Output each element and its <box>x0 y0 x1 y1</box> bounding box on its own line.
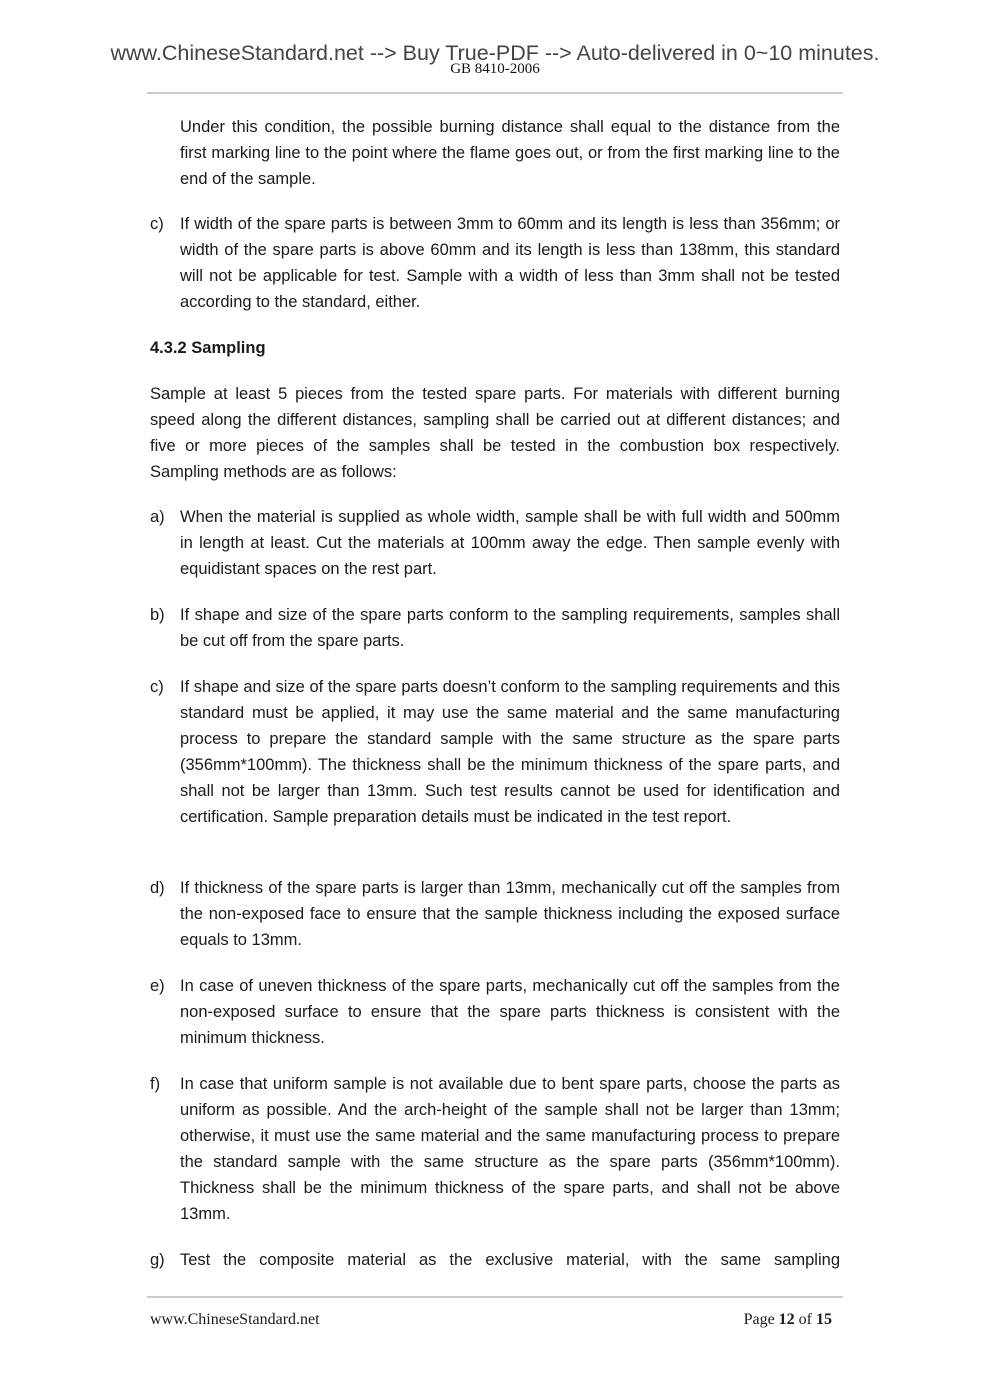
list-item <box>150 973 840 1051</box>
list-label: e) <box>150 977 165 995</box>
page-current: 12 <box>778 1311 795 1328</box>
list-text: When the material is supplied as whole width, sample shall be with full width and 500mm in length at least. Cut the materials at 100mm away the edge. Then sample evenly with equidistant spaces on the rest part. <box>180 508 840 578</box>
list-label: c) <box>150 678 164 696</box>
section-heading: 4.3.2 Sampling <box>150 339 266 357</box>
list-item <box>150 1247 840 1273</box>
list-label: a) <box>150 508 165 526</box>
page-number <box>744 1311 832 1329</box>
page-prefix: Page <box>743 1311 775 1328</box>
list-text: Test the composite material as the exclusive material, with the same sampling <box>180 1251 840 1269</box>
list-text: If width of the spare parts is between 3mm to 60mm and its length is less than 356mm; or width of the spare parts is above 60mm and its length is less than 138mm, this standard will not be applicable for test. Sample with a width of less than 3mm shall not be tested according to the standard, either. <box>180 215 840 311</box>
list-item <box>150 875 840 953</box>
list-label: g) <box>150 1251 165 1269</box>
header-banner: www.ChineseStandard.net --> Buy True-PDF --> Auto-delivered in 0~10 minutes. <box>110 41 880 65</box>
footer-divider <box>147 1296 843 1298</box>
list-text: If thickness of the spare parts is larger than 13mm, mechanically cut off the samples from the non-exposed face to ensure that the sample thickness including the exposed surface equals to 13mm. <box>180 879 840 949</box>
list-item <box>150 1071 840 1227</box>
list-text: In case of uneven thickness of the spare parts, mechanically cut off the samples from the non-exposed surface to ensure that the spare parts thickness is consistent with the minimum thickness. <box>180 977 840 1047</box>
page-total: 15 <box>816 1311 832 1328</box>
standard-code: GB 8410-2006 <box>450 61 540 77</box>
list-item <box>150 602 840 654</box>
list-text: In case that uniform sample is not available due to bent spare parts, choose the parts as uniform as possible. And the arch-height of the sample shall not be larger than 13mm; otherwise, it must use the same material and the same manufacturing process to prepare the standard sample with the same structure as the spare parts (356mm*100mm). Thickness shall be the minimum thickness of the spare parts, and shall not be above 13mm. <box>180 1075 840 1223</box>
list-label: d) <box>150 879 165 897</box>
footer-site: www.ChineseStandard.net <box>150 1311 320 1328</box>
list-label: c) <box>150 215 164 233</box>
continued-paragraph: Under this condition, the possible burning distance shall equal to the distance from the first marking line to the point where the flame goes out, or from the first marking line to the end of the sample. <box>180 118 840 188</box>
list-label: f) <box>150 1075 161 1093</box>
list-text: If shape and size of the spare parts conform to the sampling requirements, samples shall be cut off from the spare parts. <box>180 606 840 650</box>
list-item <box>150 211 840 315</box>
list-item <box>150 674 840 830</box>
section-intro: Sample at least 5 pieces from the tested spare parts. For materials with different burning speed along the different distances, sampling shall be carried out at different distances; and five or more pieces of the samples shall be tested in the combustion box respectively. Sampling methods are as follows: <box>150 385 840 481</box>
list-text: If shape and size of the spare parts doesn’t conform to the sampling requirements and this standard must be applied, it may use the same material and the same manufacturing process to prepare the standard sample with the same structure as the spare parts (356mm*100mm). The thickness shall be the minimum thickness of the spare parts, and shall not be larger than 13mm. Such test results cannot be used for identification and certification. Sample preparation details must be indicated in the test report. <box>180 678 840 826</box>
list-item <box>150 504 840 582</box>
header-divider <box>147 92 843 94</box>
list-label: b) <box>150 606 165 624</box>
page-of: of <box>798 1311 812 1328</box>
